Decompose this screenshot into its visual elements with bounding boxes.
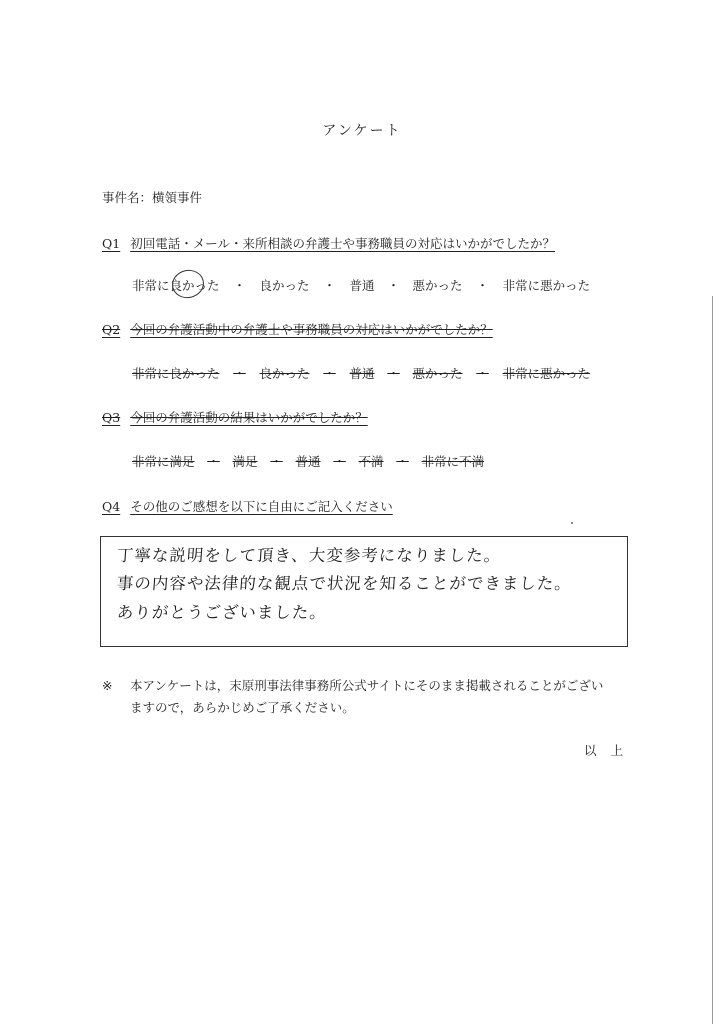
note-mark: ※	[102, 678, 113, 693]
question-text: 今回の弁護活動中の弁護士や事務職員の対応はいかがでしたか？	[130, 322, 493, 337]
case-name: 事件名：横領事件	[102, 190, 203, 205]
question-number: Q4	[102, 499, 121, 514]
option-very-good[interactable]	[132, 276, 220, 294]
closing-mark: 以上	[584, 743, 638, 758]
question-1	[102, 234, 555, 252]
option-bad[interactable]: 悪かった	[412, 366, 463, 381]
question-number: Q1	[102, 236, 121, 251]
document-title: アンケート	[322, 123, 402, 139]
option-good[interactable]: 良かった	[259, 366, 310, 381]
option-separator: ・	[323, 278, 336, 293]
option-separator: ・	[476, 278, 489, 293]
option-separator: ・	[476, 366, 489, 381]
question-text: 初回電話・メール・来所相談の弁護士や事務職員の対応はいかがでしたか？	[130, 236, 555, 251]
question-number: Q3	[102, 410, 121, 425]
option-separator: ・	[387, 366, 400, 381]
publication-note-line-1	[102, 676, 603, 694]
scan-speck	[571, 522, 573, 524]
option-normal[interactable]: 普通	[349, 278, 375, 293]
option-very-bad[interactable]: 非常に悪かった	[502, 278, 591, 293]
question-2	[102, 320, 493, 338]
question-4	[102, 497, 393, 515]
handwritten-line-1: 丁寧な説明をして頂き、大変参考になりました。	[116, 546, 502, 565]
option-separator: ・	[333, 454, 346, 469]
option-normal[interactable]: 普通	[295, 454, 321, 469]
option-separator: ・	[270, 454, 283, 469]
option-separator: ・	[233, 366, 246, 381]
question-text: 今回の弁護活動の結果はいかがでしたか？	[130, 410, 368, 425]
option-very-bad[interactable]: 非常に悪かった	[502, 366, 591, 381]
option-satisfied[interactable]: 満足	[232, 454, 258, 469]
handwritten-line-3: ありがとうございました。	[116, 603, 328, 622]
option-label: 非常に良かった	[132, 278, 220, 293]
question-3-options	[132, 452, 484, 470]
question-number: Q2	[102, 322, 121, 337]
option-separator: ・	[396, 454, 409, 469]
question-1-options	[132, 276, 590, 294]
option-separator: ・	[323, 366, 336, 381]
handwritten-line-2: 事の内容や法律的な観点で状況を知ることができました。	[116, 574, 573, 593]
note-text: 本アンケートは，末原刑事法律事務所公式サイトにそのまま掲載されることがござい	[130, 678, 604, 693]
scan-edge-line	[712, 296, 713, 1024]
option-normal[interactable]: 普通	[349, 366, 375, 381]
option-very-dissatisfied[interactable]: 非常に不満	[421, 454, 485, 469]
option-very-good[interactable]: 非常に良かった	[132, 366, 220, 381]
publication-note-line-2: ますので，あらかじめご了承ください。	[130, 700, 355, 715]
question-3	[102, 408, 368, 426]
option-bad[interactable]: 悪かった	[412, 278, 463, 293]
question-text: その他のご感想を以下に自由にご記入ください	[130, 499, 393, 514]
question-2-options	[132, 364, 590, 382]
option-separator: ・	[207, 454, 220, 469]
option-separator: ・	[387, 278, 400, 293]
option-very-satisfied[interactable]: 非常に満足	[132, 454, 195, 469]
option-dissatisfied[interactable]: 不満	[358, 454, 384, 469]
option-good[interactable]: 良かった	[259, 278, 310, 293]
option-separator: ・	[233, 278, 246, 293]
